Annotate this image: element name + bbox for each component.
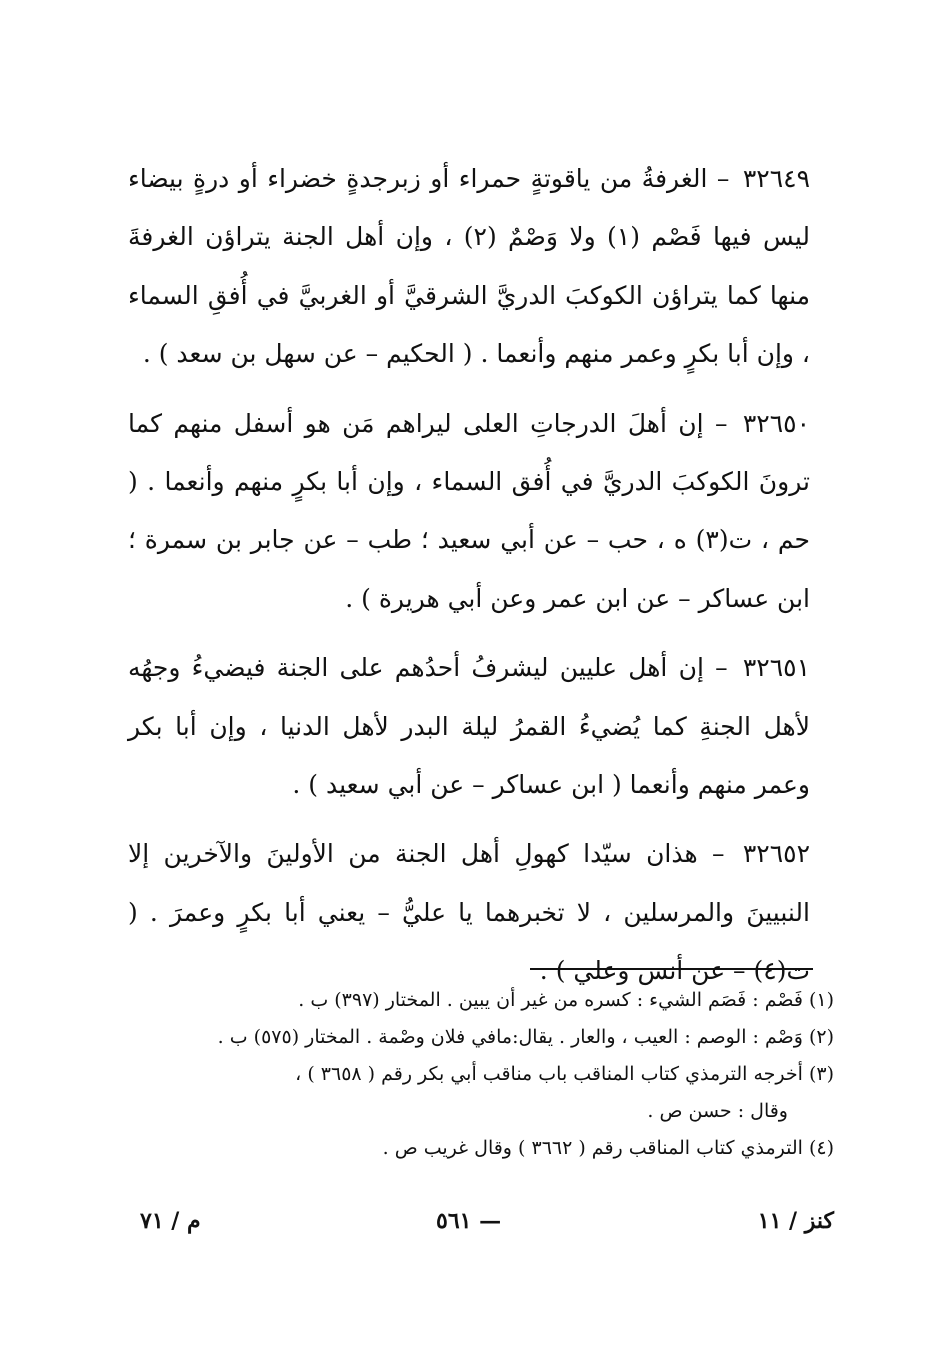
hadith-32650 (128, 395, 810, 629)
footnote-3: (٣) أخرجه الترمذي كتاب المناقب باب مناقب أبي بكر رقم ( ٣٦٥٨ ) ، (295, 1063, 834, 1085)
footnote-4: (٤) الترمذي كتاب المناقب رقم ( ٣٦٦٢ ) وقال غريب ص . (382, 1137, 834, 1159)
hadith-number: ٣٢٦٥٢ (742, 839, 810, 869)
hadith-text: – الغرفةُ من ياقوتةٍ حمراء أو زبرجدةٍ خضراء أو درةٍ بيضاء ليس فيها فَصْم (١) ولا وَصْمٌ (٢) ، وإن أهل الجنة يتراؤن الغرفةَ منها كما يتراؤن الكوكبَ الدريَّ الشرقيَّ أو الغربيَّ في أُفقِ السماء ، وإن أبا بكرٍ وعمر منهم وأنعما . ( الحكيم – عن سهل بن سعد ) . (128, 164, 810, 369)
page-number: — ٥٦١ (436, 1208, 502, 1234)
hadith-number: ٣٢٦٤٩ (742, 164, 810, 193)
hadith-number: ٣٢٦٥٠ (742, 408, 810, 438)
page-footer (128, 1208, 834, 1244)
hadith-text: – إن أهلَ الدرجاتِ العلى ليراهم مَن هو أسفل منهم كما ترونَ الكوكبَ الدريَّ في أُفق السماء ، وإن أبا بكرٍ منهم وأنعما . ( حم ، ت(٣) ه ، حب – عن أبي سعيد ؛ طب – عن جابر بن سمرة ؛ ابن عساكر – عن ابن عمر وعن أبي هريرة ) . (128, 408, 810, 613)
hadith-32651 (128, 639, 810, 814)
footnote-separator (530, 968, 813, 970)
footer-book-signature: كنز / ١١ (757, 1208, 834, 1234)
footer-volume-page: م / ٧١ (140, 1208, 201, 1234)
footnotes (128, 982, 834, 1167)
hadith-text: – هذان سيّدا كهولِ أهل الجنة من الأولينَ والآخرين إلا النبيينَ والمرسلين ، لا تخبرهما يا عليُّ – يعني أبا بكرٍ وعمرَ . ( ت(٤) – عن أنس وعلي ) . (128, 839, 810, 986)
hadith-body (128, 150, 810, 1012)
footnote-1: (١) فَصْم : فَصَم الشيء : كسره من غير أن يبين . المختار (٣٩٧) ب . (298, 989, 834, 1011)
hadith-32649 (128, 150, 810, 384)
hadith-number: ٣٢٦٥١ (742, 653, 810, 683)
hadith-text: – إن أهل عليين ليشرفُ أحدُهم على الجنة فيضيءُ وجهُه لأهل الجنةِ كما يُضيءُ القمرُ ليلة البدر لأهل الدنيا ، وإن أبا بكر وعمر منهم وأنعما ( ابن عساكر – عن أبي سعيد ) . (128, 653, 810, 800)
hadith-32652 (128, 825, 810, 1000)
footnote-2: (٢) وَصْم : الوصم : العيب ، والعار . يقال:مافي فلان وصْمة . المختار (٥٧٥) ب . (217, 1026, 834, 1048)
footnote-3-continued: وقال : حسن ص . (647, 1100, 788, 1122)
